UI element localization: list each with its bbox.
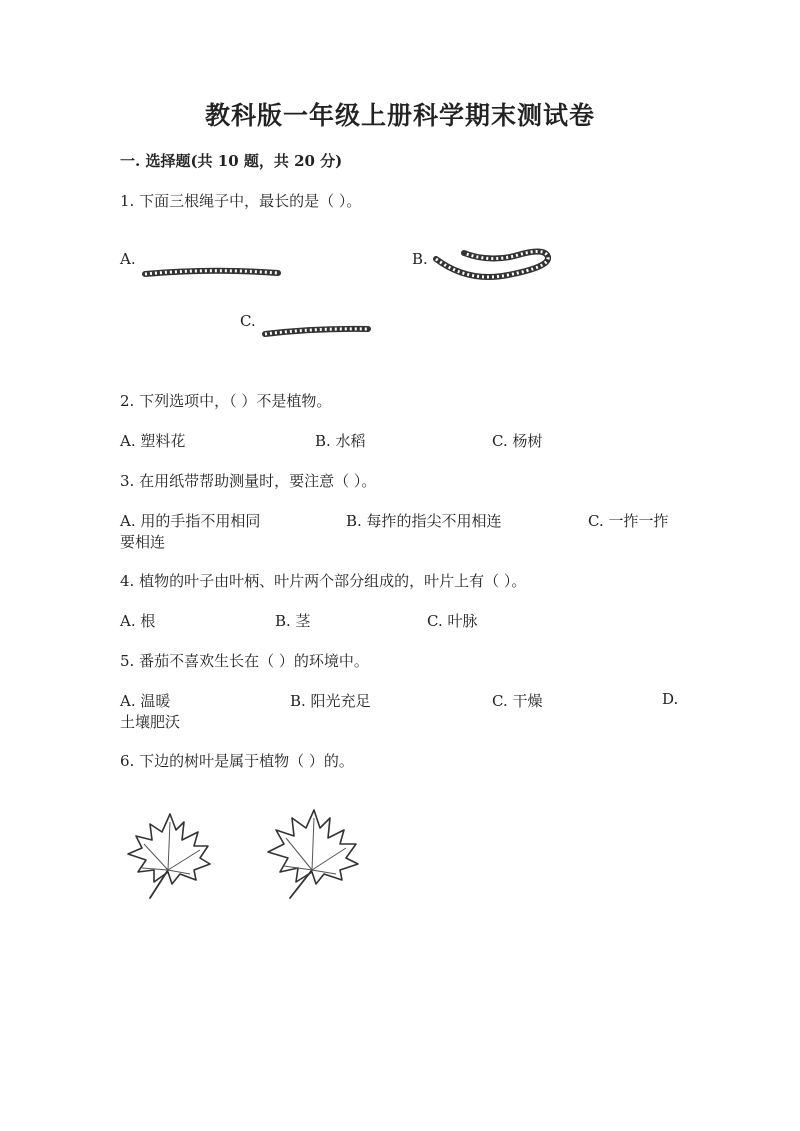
question-2-stem: 2. 下列选项中，（ ）不是植物。 — [120, 392, 332, 410]
page-title: 教科版一年级上册科学期末测试卷 — [204, 101, 595, 130]
rope-b-image — [428, 245, 558, 285]
question-3-option-a: A. 用的手指不用相同 — [120, 512, 261, 530]
question-1-option-b: B. — [412, 250, 428, 268]
maple-leaf-image-1 — [120, 810, 215, 902]
question-5-option-c: C. 干燥 — [492, 692, 543, 710]
question-4-stem: 4. 植物的叶子由叶柄、叶片两个部分组成的，叶片上有（ ）。 — [120, 572, 527, 590]
question-5-option-b: B. 阳光充足 — [290, 692, 371, 710]
question-3-option-b: B. 每拃的指尖不用相连 — [346, 512, 502, 530]
rope-c-image — [260, 322, 375, 342]
question-5-option-d: D. — [662, 690, 679, 708]
question-5-option-a: A. 温暖 — [120, 692, 171, 710]
question-2-option-a: A. 塑料花 — [120, 432, 186, 450]
question-4-option-b: B. 茎 — [275, 612, 311, 630]
question-3-option-c-continued: 要相连 — [120, 533, 166, 551]
question-3-option-c: C. 一拃一拃 — [588, 512, 669, 530]
question-3-stem: 3. 在用纸带帮助测量时，要注意（ ）。 — [120, 472, 377, 490]
rope-a-image — [140, 262, 285, 282]
question-4-option-a: A. 根 — [120, 612, 156, 630]
maple-leaf-image-2 — [262, 806, 362, 902]
section-heading: 一. 选择题(共 10 题，共 20 分) — [120, 152, 343, 170]
question-1-stem: 1. 下面三根绳子中，最长的是（ ）。 — [120, 192, 362, 210]
question-2-option-b: B. 水稻 — [315, 432, 366, 450]
question-1-option-a: A. — [120, 250, 136, 268]
question-6-stem: 6. 下边的树叶是属于植物（ ）的。 — [120, 752, 354, 770]
question-5-option-d-continued: 土壤肥沃 — [120, 713, 181, 731]
question-1-option-c: C. — [240, 312, 256, 330]
question-5-stem: 5. 番茄不喜欢生长在（ ）的环境中。 — [120, 652, 369, 670]
question-2-option-c: C. 杨树 — [492, 432, 543, 450]
question-4-option-c: C. 叶脉 — [427, 612, 478, 630]
